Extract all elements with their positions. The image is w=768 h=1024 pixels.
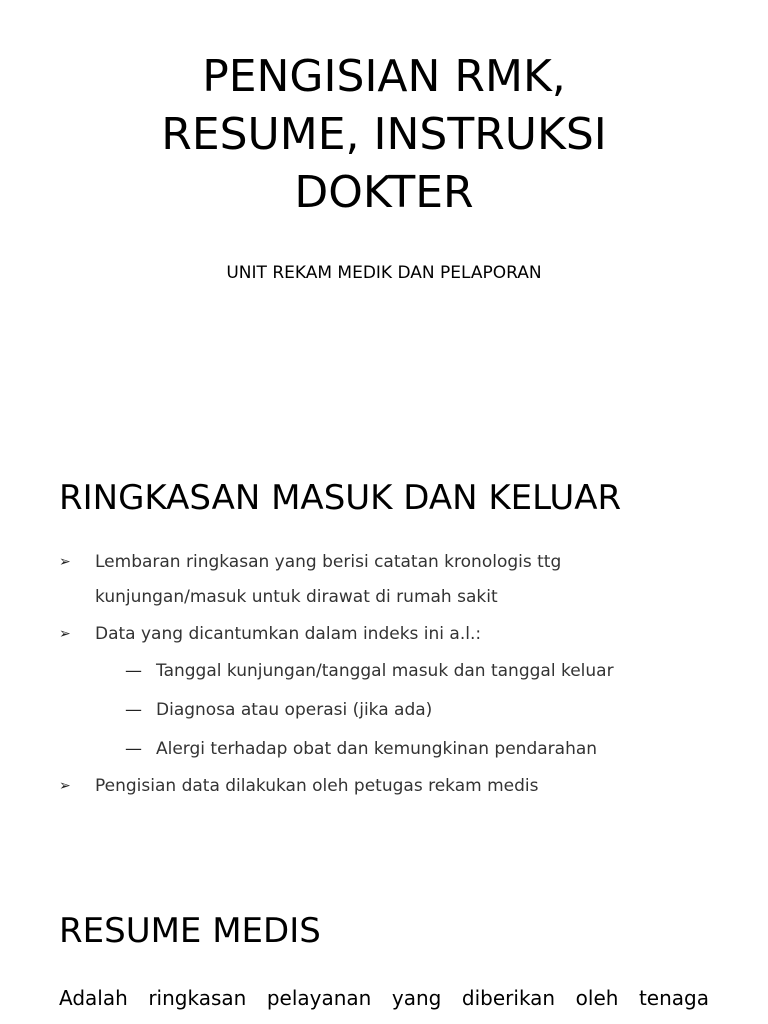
- list-item: [59, 617, 719, 652]
- slide-title-line: DOKTER: [294, 167, 474, 218]
- list-item: [59, 545, 719, 615]
- list-item-text: Data yang dicantumkan dalam indeks ini a.l.:: [95, 624, 482, 644]
- slide-subtitle: UNIT REKAM MEDIK DAN PELAPORAN: [226, 263, 542, 283]
- dash-bullet-icon: —: [125, 700, 142, 720]
- slide-title-line: PENGISIAN RMK,: [202, 51, 566, 102]
- slide-title: [0, 48, 768, 222]
- arrow-bullet-icon: ➢: [59, 778, 71, 794]
- section-heading-ringkasan: RINGKASAN MASUK DAN KELUAR: [59, 478, 622, 518]
- arrow-bullet-icon: ➢: [59, 554, 71, 570]
- dash-bullet-icon: —: [125, 739, 142, 759]
- resume-paragraph: Adalah ringkasan pelayanan yang diberikan oleh tenaga: [59, 986, 709, 1010]
- dash-bullet-icon: —: [125, 661, 142, 681]
- sub-list-item-text: Diagnosa atau operasi (jika ada): [156, 700, 433, 720]
- list-item-text: Lembaran ringkasan yang berisi catatan kronologis ttg: [95, 552, 562, 572]
- sub-list-item: [59, 730, 719, 769]
- sub-list-item-text: Tanggal kunjungan/tanggal masuk dan tanggal keluar: [156, 661, 614, 681]
- sub-list-item: [59, 652, 719, 691]
- slide-title-line: RESUME, INSTRUKSI: [161, 109, 607, 160]
- section-heading-resume: RESUME MEDIS: [59, 911, 321, 951]
- list-item-text: Pengisian data dilakukan oleh petugas rekam medis: [95, 776, 539, 796]
- sub-list-item-text: Alergi terhadap obat dan kemungkinan pendarahan: [156, 739, 598, 759]
- arrow-bullet-icon: ➢: [59, 626, 71, 642]
- bullet-list: [59, 545, 719, 804]
- sub-list-item: [59, 691, 719, 730]
- list-item-text: kunjungan/masuk untuk dirawat di rumah sakit: [95, 587, 498, 607]
- list-item: [59, 769, 719, 804]
